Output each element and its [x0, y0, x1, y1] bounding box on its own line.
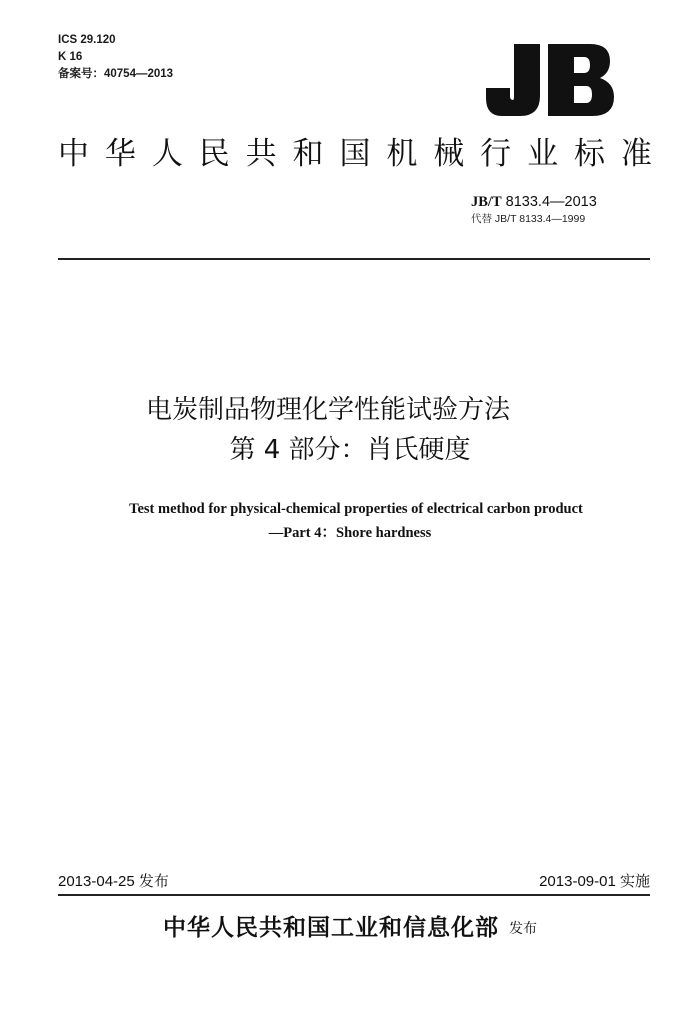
- org-title-char: 中: [58, 136, 89, 172]
- org-title-char: 标: [573, 136, 605, 172]
- implementation-date: 2013-09-01 实施: [539, 873, 650, 890]
- standard-number-prefix: JB/T: [471, 194, 502, 210]
- category-code: K 16: [58, 51, 83, 63]
- english-title: [0, 497, 700, 545]
- issuing-organization: 中华人民共和国工业和信息化部: [163, 915, 499, 941]
- org-title-char: 共: [245, 136, 277, 172]
- issuing-authority: [0, 912, 700, 945]
- org-title-char: 准: [620, 136, 652, 172]
- chinese-title-line2: 第 4 部分：肖氏硬度: [229, 435, 471, 465]
- english-title-line2: —Part 4：Shore hardness: [268, 525, 432, 541]
- classification-block: [58, 32, 173, 83]
- english-title-line1: Test method for physical-chemical properties of electrical carbon product: [129, 501, 583, 517]
- org-title-char: 业: [527, 136, 559, 172]
- filing-number: 备案号：40754—2013: [58, 68, 174, 80]
- issue-verb: 发布: [509, 921, 537, 937]
- org-title-char: 民: [198, 136, 230, 172]
- dates-row: [58, 872, 650, 894]
- industry-standard-title: [58, 134, 652, 174]
- replaces-standard: 代替 JB/T 8133.4—1999: [471, 213, 586, 225]
- org-title-char: 和: [292, 136, 324, 172]
- org-title-char: 华: [104, 136, 136, 172]
- org-title-char: 机: [386, 136, 418, 172]
- standard-number-block: [471, 193, 616, 227]
- jb-logo-icon: [484, 40, 616, 120]
- chinese-title: [0, 390, 700, 470]
- standard-number: [471, 193, 616, 211]
- org-title-char: 国: [339, 136, 371, 172]
- jb-logo: [484, 40, 616, 120]
- bottom-divider: [58, 894, 650, 896]
- top-divider: [58, 258, 650, 260]
- org-title-char: 人: [151, 136, 183, 172]
- standard-number-value: 8133.4—2013: [501, 194, 597, 210]
- ics-code: ICS 29.120: [58, 34, 116, 46]
- org-title-char: 行: [480, 136, 512, 172]
- issue-date: 2013-04-25 发布: [58, 873, 169, 890]
- chinese-title-line1: 电炭制品物理化学性能试验方法: [145, 395, 510, 425]
- org-title-char: 械: [433, 136, 465, 172]
